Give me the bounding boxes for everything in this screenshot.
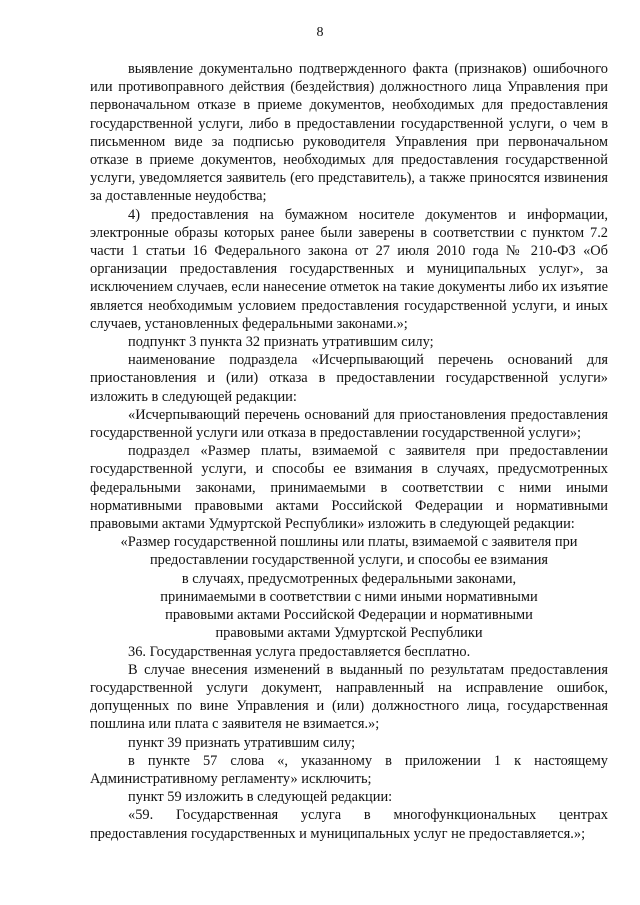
paragraph: пункт 39 признать утратившим силу;: [128, 734, 356, 751]
heading-line: правовыми актами Удмуртской Республики: [215, 625, 483, 642]
paragraph: «Исчерпывающий перечень оснований для приостановления предоставления государственной услуги или отказа в предоставлении государственной услуги»;: [90, 406, 608, 442]
paragraph: 36. Государственная услуга предоставляется бесплатно.: [128, 643, 471, 660]
paragraph: наименование подраздела «Исчерпывающий перечень оснований для приостановления и (или) отказа в предоставлении государственной услуги» изложить в следующей редакции:: [90, 352, 608, 405]
heading-line: предоставлении государственной услуги, и способы ее взимания: [149, 552, 549, 569]
paragraph: подраздел «Размер платы, взимаемой с заявителя при предоставлении государственной услуги, и способы ее взимания в случаях, предусмотренных федеральными законами, принимаемыми в соответствии с ними иными нормативными правовыми актами Российской Федерации и нормативными правовыми актами Удмуртской Республики» изложить в следующей редакции:: [90, 443, 608, 533]
heading-line: в случаях, предусмотренных федеральными законами,: [181, 570, 517, 587]
paragraph: в пункте 57 слова «, указанному в приложении 1 к настоящему Административному регламенту» исключить;: [90, 752, 608, 787]
paragraph: пункт 59 изложить в следующей редакции:: [128, 789, 393, 806]
heading-line: правовыми актами Российской Федерации и нормативными: [165, 607, 533, 624]
paragraph: подпункт 3 пункта 32 признать утратившим силу;: [128, 334, 434, 351]
document-body: [90, 60, 608, 843]
paragraph: 4) предоставления на бумажном носителе документов и информации, электронные образы которых ранее были заверены в соответствии с пунктом 7.2 части 1 статьи 16 Федерального закона от 27 июля 2010 года № 210-ФЗ «Об организации предоставления государственных и муниципальных услуг», за исключением случаев, если нанесение отметок на такие документы либо их изъятие является необходимым условием предоставления государственной услуги, и иных случаев, установленных федеральными законами.»;: [90, 206, 608, 332]
page-number: 8: [316, 25, 324, 40]
paragraph: «59. Государственная услуга в многофункциональных центрах предоставления государственных и муниципальных услуг не предоставляется.»;: [90, 807, 608, 842]
heading-line: «Размер государственной пошлины или платы, взимаемой с заявителя при: [120, 534, 578, 551]
paragraph: В случае внесения изменений в выданный по результатам предоставления государственной услуги документ, направленный на исправление ошибок, допущенных по вине Управления и (или) должностного лица, государственная пошлина или плата с заявителя не взимается.»;: [90, 661, 608, 733]
paragraph: выявление документально подтвержденного факта (признаков) ошибочного или противоправного действия (бездействия) должностного лица Управления при первоначальном отказе в приеме документов, необходимых для предоставления государственной услуги, либо в предоставлении государственной услуги, о чем в письменном виде за подписью руководителя Управления при первоначальном отказе в приеме документов, необходимых для предоставления государственной услуги, уведомляется заявитель (его представитель), а также приносятся извинения за доставленные неудобства;: [90, 61, 608, 205]
heading-line: принимаемыми в соответствии с ними иными нормативными: [160, 588, 538, 605]
centered-heading: [90, 533, 608, 642]
